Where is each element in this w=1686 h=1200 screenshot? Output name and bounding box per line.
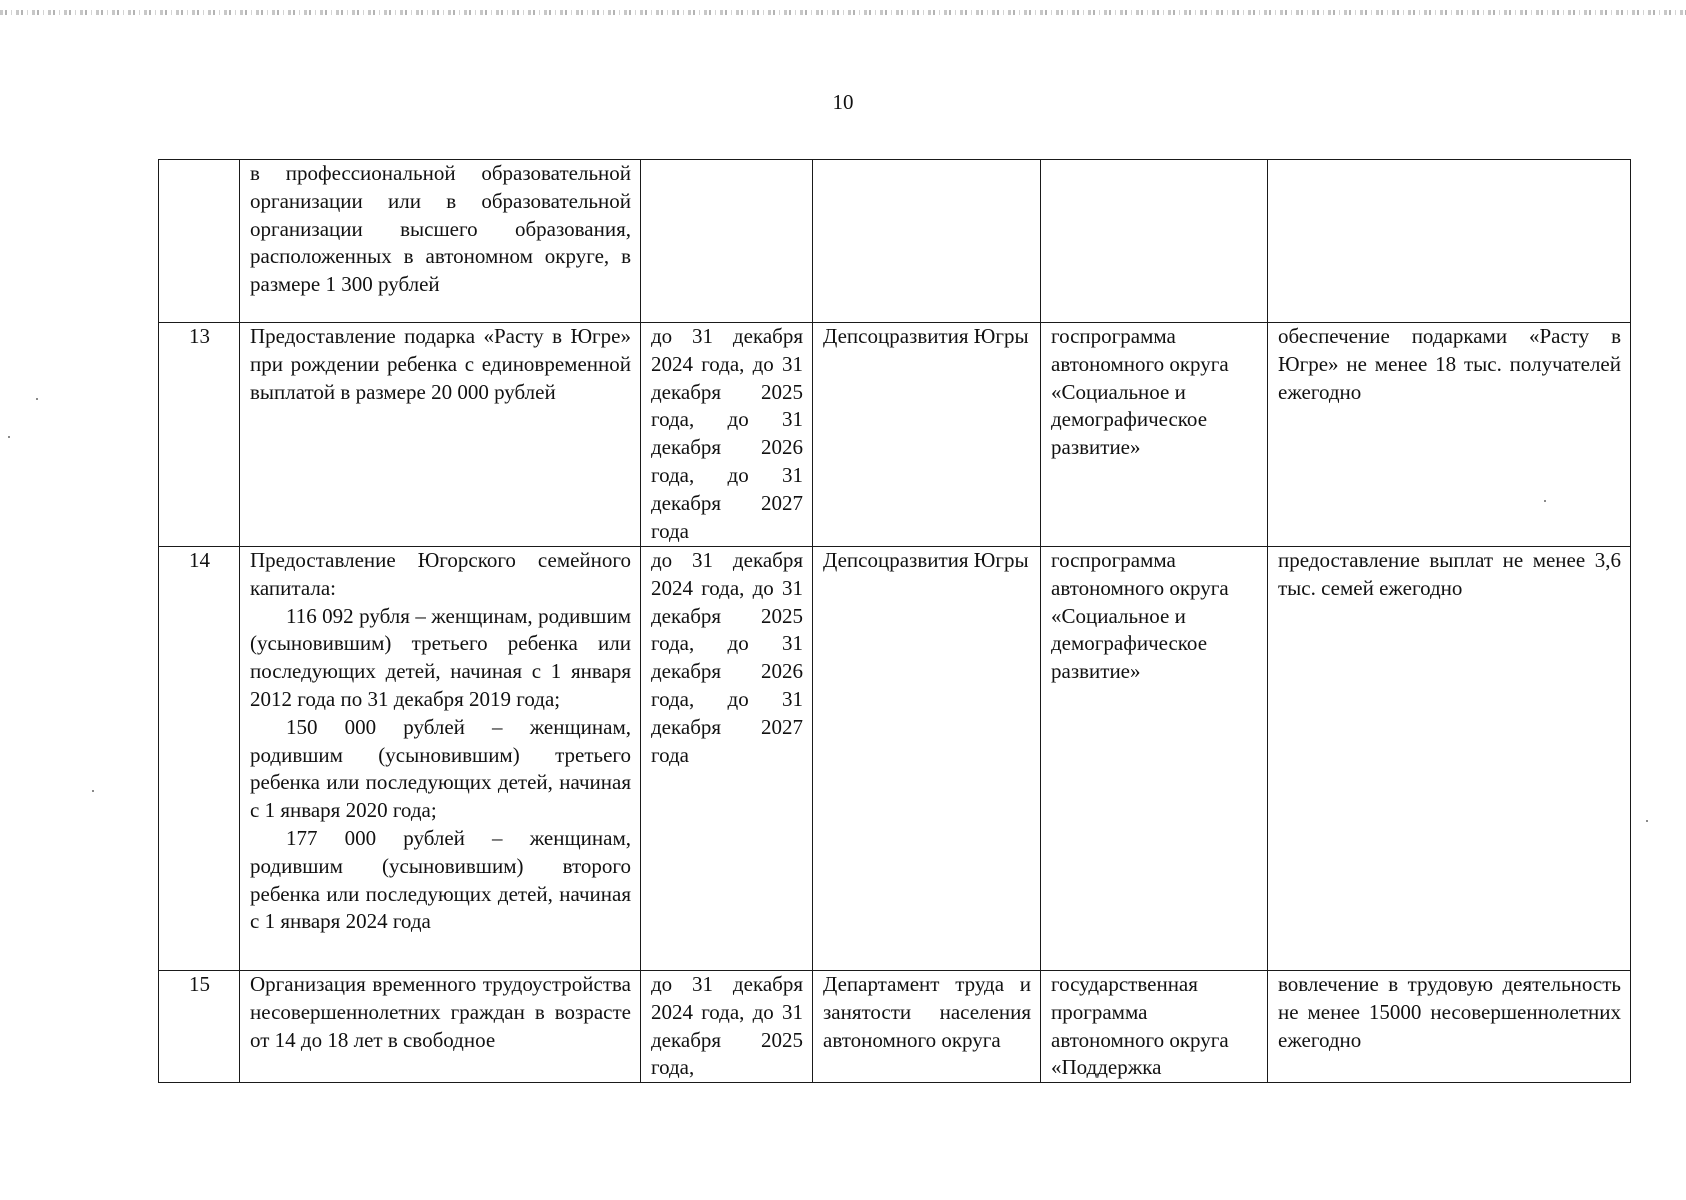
program-cell: госпрограмма автономного округа «Социальное и демографическое развитие» — [1041, 547, 1268, 971]
event-cell — [240, 323, 641, 547]
result-text: вовлечение в трудовую деятельность не менее 15000 несовершеннолетних ежегодно — [1278, 972, 1621, 1052]
row-number-cell — [159, 160, 240, 323]
measures-table — [158, 159, 1631, 1083]
scan-speck — [8, 436, 10, 438]
event-cell — [240, 160, 641, 323]
executor-cell — [813, 160, 1041, 323]
table-row — [159, 971, 1631, 1083]
result-cell: обеспечение подарками «Расту в Югре» не менее 18 тыс. получателей ежегодно — [1268, 323, 1631, 547]
event-text: 116 092 рубля – женщинам, родившим (усыновившим) третьего ребенка или последующих детей, начиная с 1 января 2012 года по 31 декабря 2019 года; — [250, 603, 631, 711]
executor-cell: Депсоцразвития Югры — [813, 323, 1041, 547]
event-cell — [240, 547, 641, 971]
deadline-cell — [641, 160, 813, 323]
result-cell — [1268, 971, 1631, 1083]
program-text: государственная программа автономного округа «Поддержка — [1051, 972, 1229, 1080]
deadline-cell: до 31 декабря 2024 года, до 31 декабря 2025 года, до 31 декабря 2026 года, до 31 декабря 2027 года — [641, 323, 813, 547]
row-number-cell — [159, 971, 240, 1083]
table-row — [159, 160, 1631, 323]
event-text: Предоставление Югорского семейного капитала: — [250, 548, 631, 600]
deadline-cell — [641, 971, 813, 1083]
event-text: Предоставление подарка «Расту в Югре» при рождении ребенка с единовременной выплатой в размере 20 000 рублей — [250, 324, 631, 404]
page-number: 10 — [832, 90, 854, 114]
deadline-text: до 31 декабря 2024 года, до 31 декабря 2025 года, — [651, 972, 803, 1080]
table-row — [159, 547, 1631, 971]
executor-text: Департамент труда и занятости населения автономного округа — [823, 972, 1031, 1052]
program-cell — [1041, 160, 1268, 323]
program-cell: госпрограмма автономного округа «Социальное и демографическое развитие» — [1041, 323, 1268, 547]
event-text: 150 000 рублей – женщинам, родившим (усыновившим) третьего ребенка или последующих детей, начиная с 1 января 2020 года; — [250, 714, 631, 823]
event-text: Организация временного трудоустройства несовершеннолетних граждан в возрасте от 14 до 18 лет в свободное — [250, 972, 631, 1052]
deadline-cell: до 31 декабря 2024 года, до 31 декабря 2025 года, до 31 декабря 2026 года, до 31 декабря 2027 года — [641, 547, 813, 971]
event-cell — [240, 971, 641, 1083]
result-cell — [1268, 160, 1631, 323]
result-cell: предоставление выплат не менее 3,6 тыс. семей ежегодно — [1268, 547, 1631, 971]
row-number-cell: 14 — [159, 547, 240, 971]
scan-speck — [1646, 820, 1648, 822]
row-number-cell: 13 — [159, 323, 240, 547]
event-text: 177 000 рублей – женщинам, родившим (усыновившим) второго ребенка или последующих детей, начиная с 1 января 2024 года — [250, 825, 631, 934]
event-text: в профессиональной образовательной организации или в образовательной организации высшего образования, расположенных в автономном округе, в размере 1 300 рублей — [250, 161, 631, 297]
scan-speck — [36, 398, 38, 400]
table-row — [159, 323, 1631, 547]
executor-cell: Депсоцразвития Югры — [813, 547, 1041, 971]
scan-edge-artifact — [0, 10, 1686, 15]
scan-speck — [1544, 500, 1546, 502]
executor-cell — [813, 971, 1041, 1083]
program-cell — [1041, 971, 1268, 1083]
scan-speck — [92, 790, 94, 792]
row-number: 15 — [189, 972, 210, 996]
